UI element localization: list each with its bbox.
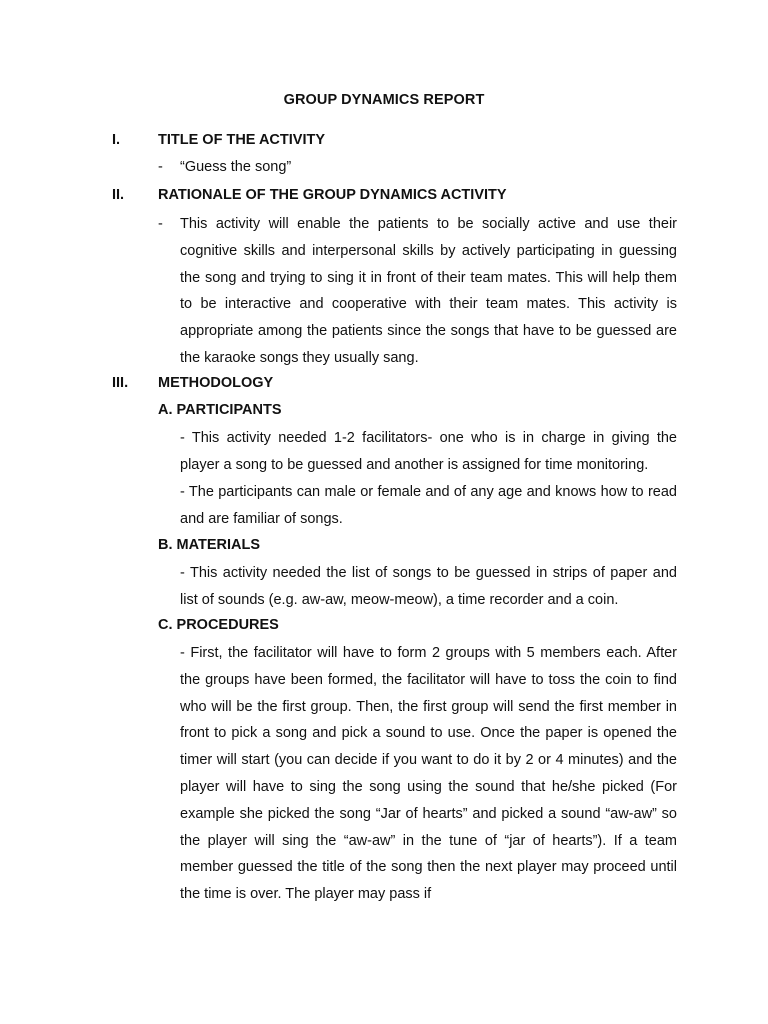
subsection-procedures-heading: C. PROCEDURES bbox=[158, 617, 279, 633]
section-1-heading bbox=[112, 132, 325, 148]
section-2-heading bbox=[112, 187, 507, 203]
bullet-dash: - bbox=[158, 216, 163, 232]
section-heading: TITLE OF THE ACTIVITY bbox=[158, 132, 326, 148]
section-number: I. bbox=[112, 132, 121, 148]
rationale-paragraph: This activity will enable the patients to be socially active and use their cognitive skills and interpersonal skills by actively participating in guessing the song and trying to sing it in front of their team mates. This will help them to be interactive and cooperative with their team mates. This activity is appropriate among the patients since the songs that have to be guessed are the karaoke songs they usually sang. bbox=[180, 216, 677, 366]
section-1-item bbox=[158, 159, 678, 175]
subsection-participants-heading: A. PARTICIPANTS bbox=[158, 402, 282, 418]
section-heading: METHODOLOGY bbox=[158, 375, 274, 391]
section-number: III. bbox=[112, 375, 129, 391]
bullet-dash: - bbox=[158, 159, 163, 175]
participants-paragraph-1: - This activity needed 1-2 facilitators- one who is in charge in giving the player a song to be guessed and another is assigned for time monitoring. bbox=[180, 430, 677, 473]
subsection-materials-heading: B. MATERIALS bbox=[158, 537, 261, 553]
section-number: II. bbox=[112, 187, 125, 203]
document-title: GROUP DYNAMICS REPORT bbox=[283, 92, 485, 108]
activity-title-text: “Guess the song” bbox=[180, 159, 292, 175]
procedures-paragraph: - First, the facilitator will have to form 2 groups with 5 members each. After the groups have been formed, the facilitator will have to toss the coin to find who will be the first group. Then, the first group will send the first member in front to pick a song and pick a sound to use. Once the paper is opened the timer will start (you can decide if you want to do it by 2 or 4 minutes) and the player will have to sing the song using the sound that he/she picked (For example she picked the song “Jar of hearts” and picked a sound “aw-aw” so the player will sing the “aw-aw” in the tune of “jar of hearts”). If a team member guessed the title of the song then the next player may proceed until the time is over. The player may pass if bbox=[180, 645, 677, 903]
section-3-heading bbox=[112, 375, 273, 391]
participants-paragraph-2: - The participants can male or female and of any age and knows how to read and are familiar of songs. bbox=[180, 484, 677, 527]
section-heading: RATIONALE OF THE GROUP DYNAMICS ACTIVITY bbox=[158, 187, 507, 203]
materials-paragraph: - This activity needed the list of songs to be guessed in strips of paper and list of sounds (e.g. aw-aw, meow-meow), a time recorder and a coin. bbox=[180, 565, 677, 608]
